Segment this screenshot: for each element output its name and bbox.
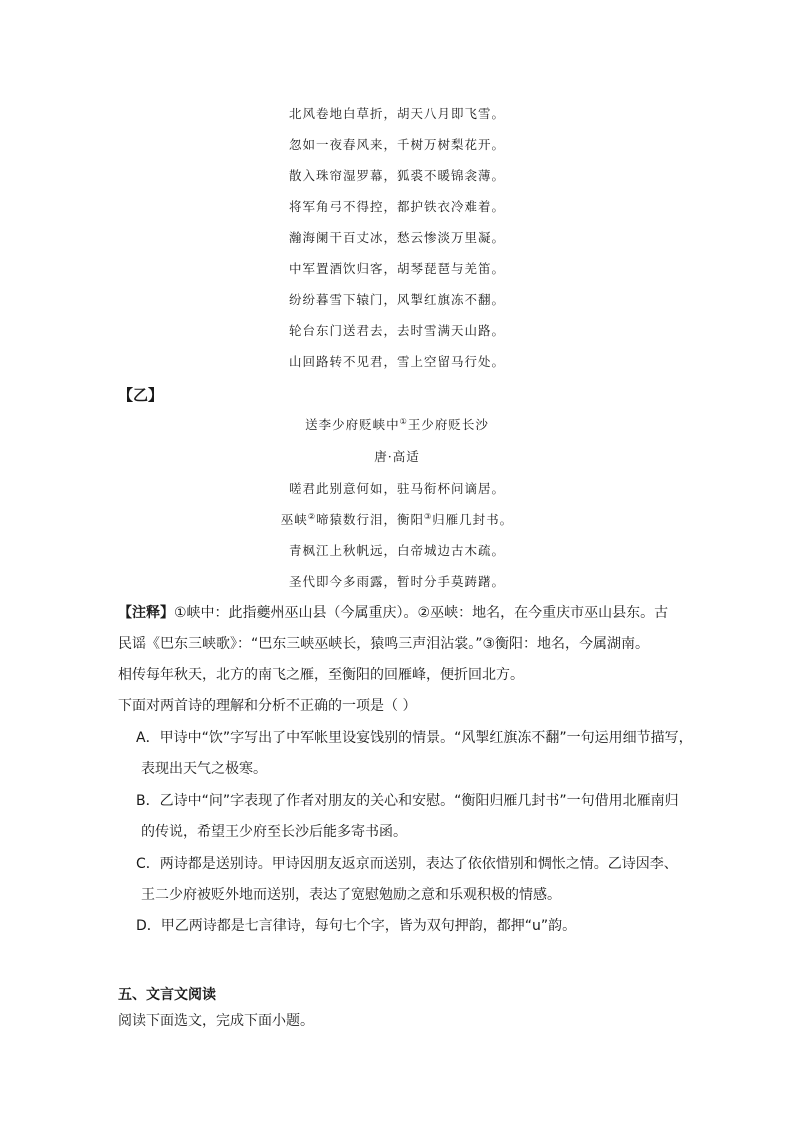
option-a-line-1[interactable]: A．甲诗中“饮”字写出了中军帐里设宴饯别的情景。“风掣红旗冻不翻”一句运用细节描写，	[136, 730, 693, 746]
poem-yi-line-2-part3: 归雁几封书。	[432, 512, 514, 527]
poem-yi-line-2-part2: 啼猿数行泪，衡阳	[315, 512, 424, 527]
poem-yi-line-3: 青枫江上秋帆远，白帝城边古木疏。	[288, 543, 505, 558]
option-d-line-1[interactable]: D．甲乙两诗都是七言律诗，每句七个字，皆为双句押韵，都押“u”韵。	[136, 918, 577, 934]
option-a-line-2[interactable]: 表现出天气之极寒。	[141, 761, 267, 777]
poem-jia-line-1: 北风卷地白草折，胡天八月即飞雪。	[288, 106, 505, 121]
option-c-line-2[interactable]: 王二少府被贬外地而送别，表达了宽慰勉励之意和乐观积极的情感。	[141, 887, 561, 903]
poem-jia-line-9: 山回路转不见君，雪上空留马行处。	[288, 354, 505, 369]
poem-jia-line-4: 将军角弓不得控，都护铁衣冷难着。	[288, 199, 505, 214]
poem-jia-line-5: 瀚海阑干百丈冰，愁云惨淡万里凝。	[288, 230, 505, 245]
poem-jia-line-2: 忽如一夜春风来，千树万树梨花开。	[288, 137, 505, 152]
notes-label: 【注释】	[118, 605, 174, 621]
poem-yi-line-4: 圣代即今多雨露，暂时分手莫踌躇。	[288, 574, 505, 589]
footnote-marker-1: ①	[399, 416, 408, 426]
footnote-marker-3: ③	[424, 511, 433, 521]
notes-text-1: ①峡中：此指夔州巫山县（今属重庆）。②巫峡：地名，在今重庆市巫山县东。古	[174, 605, 669, 621]
footnote-marker-2: ②	[307, 511, 316, 521]
poem-jia-line-6: 中军置酒饮归客，胡琴琵琶与羌笛。	[288, 261, 505, 276]
section-5-heading: 五、文言文阅读	[118, 987, 216, 1003]
poem-yi-label: 【乙】	[118, 386, 164, 404]
poem-jia-line-8: 轮台东门送君去，去时雪满天山路。	[288, 323, 505, 338]
notes-line-2: 民谣《巴东三峡歌》：“巴东三峡巫峡长，猿鸣三声泪沾裳。”③衡阳：地名，今属湖南。	[118, 636, 650, 652]
poem-yi-line-2-part1: 巫峡	[280, 512, 308, 527]
option-b-line-2[interactable]: 的传说，希望王少府至长沙后能多寄书函。	[141, 824, 407, 840]
poem-yi-title-part1: 送李少府贬峡中	[305, 417, 400, 432]
notes-line-3: 相传每年秋天，北方的南飞之雁，至衡阳的回雁峰，便折回北方。	[118, 667, 524, 683]
poem-jia-line-3: 散入珠帘湿罗幕，狐裘不暖锦衾薄。	[288, 168, 505, 183]
option-c-line-1[interactable]: C．两诗都是送别诗。甲诗因朋友返京而送别，表达了依依惜别和惆怅之情。乙诗因李、	[136, 856, 678, 872]
question-stem: 下面对两首诗的理解和分析不正确的一项是（ ）	[118, 698, 417, 714]
poem-yi-title	[0, 415, 794, 433]
poem-jia-line-7: 纷纷暮雪下辕门，风掣红旗冻不翻。	[288, 292, 505, 307]
option-b-line-1[interactable]: B．乙诗中“问”字表现了作者对朋友的关心和安慰。“衡阳归雁几封书”一句借用北雁南归	[136, 793, 679, 809]
section-5-instruction: 阅读下面选文，完成下面小题。	[118, 1013, 314, 1029]
poem-yi-line-2	[0, 510, 794, 528]
poem-yi-title-part2: 王少府贬长沙	[407, 417, 489, 432]
poem-yi-line-1: 嗟君此别意何如，驻马衔杯问谪居。	[288, 481, 505, 496]
poem-yi-author: 唐·高适	[374, 449, 420, 464]
notes-line-1	[118, 602, 668, 622]
